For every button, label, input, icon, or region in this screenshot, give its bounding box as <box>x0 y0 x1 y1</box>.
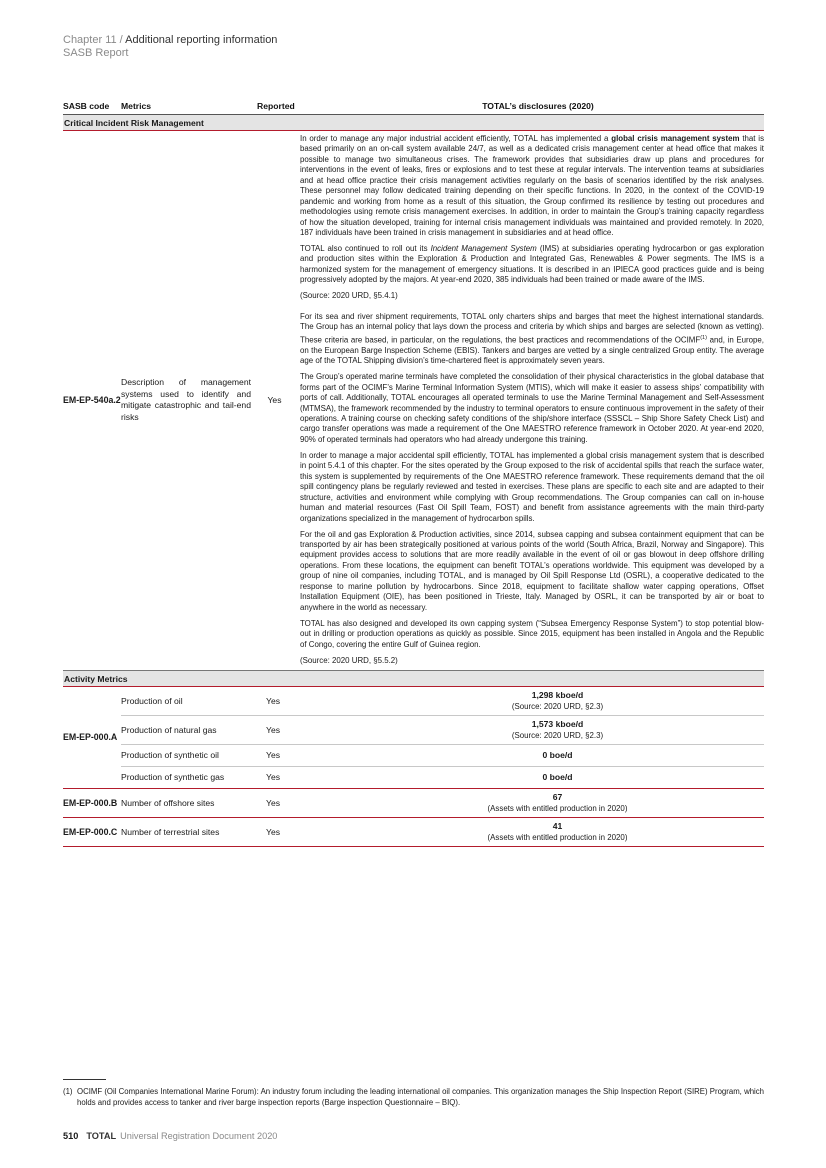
sasb-code: EM-EP-000.C <box>63 826 118 837</box>
sasb-code: EM-EP-540a.2 <box>63 395 121 406</box>
table-row <box>63 818 764 847</box>
footnote-ref: (1) <box>700 334 707 341</box>
metric-value: 41 <box>552 820 563 831</box>
metric-description: Description of management systems used to identify and mitigate catastrophic and tail-end risks <box>121 376 251 423</box>
header-code: SASB code <box>63 101 110 111</box>
disclosure-text <box>292 131 764 670</box>
metric-value: 67 <box>552 791 563 802</box>
paragraph: For its sea and river shipment requirements, TOTAL only charters ships and barges that meet the highest international standards. The Group has an internal policy that lays down the process and criteria by which ships and barges are selected (known as vetting). These criteria are based, in particular, on the regulations, the best practices and recommendations of the OCIMF$^{(1)}$ and, in Europe, on the European Barge Inspection Scheme (EBIS). Tankers and barges are vetted by a single centralized Group entity. The average age of the TOTAL Shipping division’s time-chartered fleet is approximately seven years. <box>300 311 765 366</box>
metric-source: (Source: 2020 URD, §2.3) <box>511 701 604 711</box>
metric-row <box>121 745 764 767</box>
section-subtitle: SASB Report <box>63 47 129 59</box>
metric-row <box>121 767 764 788</box>
metric-label: Production of natural gas <box>121 724 217 735</box>
brand-name: TOTAL <box>86 1131 117 1141</box>
table-row <box>63 789 764 818</box>
metric-row <box>121 818 764 846</box>
section-activity-metrics: Activity Metrics <box>63 671 764 687</box>
metric-row <box>121 687 764 716</box>
paragraph: In order to manage a major accidental spill efficiently, TOTAL has implemented a global crisis management system that is described in point 5.4.1 of this chapter. For the sites operated by the Group exposed to the risk of accidental spills that reach the surface water, this system is supplemented by requirements of the One MAESTRO reference framework. These requirements demand that the oil spill contingency plans be regularly reviewed and tested in exercises. These plans are specific to each site and are adapted to their structure, activities and environment while complying with Group recommendations. The Group companies can call on in-house human and material resources (Fast Oil Spill Team, FOST) and benefit from assistance agreements with the main third-party organizations specialized in the management of hydrocarbon spills. <box>300 450 764 523</box>
footnote-text: OCIMF (Oil Companies International Marine Forum): An industry forum including the leading international oil companies. This organization manages the Ship Inspection Report (SIRE) Program, which holds and provides access to tanker and river barge inspection reports (Barge inspection Questionnaire – BIQ). <box>77 1087 764 1107</box>
metric-value: 1,573 kboe/d <box>531 718 584 729</box>
table-row <box>63 131 764 671</box>
chapter-title: Additional reporting information <box>125 34 278 46</box>
metric-source: (Assets with entitled production in 2020) <box>487 832 628 842</box>
metric-value: 0 boe/d <box>542 749 573 760</box>
footnote <box>63 1087 764 1108</box>
footnote-divider <box>63 1079 106 1080</box>
metric-row <box>121 789 764 817</box>
reported-value: Yes <box>266 695 281 706</box>
page-number: 510 <box>63 1131 79 1141</box>
metric-label: Production of oil <box>121 695 183 706</box>
metric-label: Number of offshore sites <box>121 797 215 808</box>
paragraph: For the oil and gas Exploration & Production activities, since 2014, subsea capping and subsea containment equipment that can be transported by air has been strategically positioned at various points of the world (South Africa, Brazil, Norway and Singapore). This equipment provides access to solutions that are more readily available in the event of oil or gas blowout in deep offshore drilling operations. From these locations, the equipment can benefit TOTAL’s operations worldwide. This equipment was developed by a group of nine oil companies, including TOTAL, and is managed by Oil Spill Response Ltd (OSRL), a cooperative dedicated to the response to marine pollution by hydrocarbons. Since 2018, equipment to facilitate shallow water capping operations, Offset Installation Equipment (OIE), has been positioned in Trieste, Italy. Managed by OSRL, it can be transported by air or boat to anywhere in the world as necessary. <box>300 529 764 612</box>
source-note: (Source: 2020 URD, §5.4.1) <box>300 291 398 301</box>
table-row <box>63 687 764 789</box>
paragraph: TOTAL has also designed and developed its own capping system (“Subsea Emergency Response System”) to stop potential blow-out in drilling or production operations as quickly as possible. Since 2015, equipment has been installed in Angola and the Republic of Congo, covering the entire Gulf of Guinea region. <box>300 618 764 649</box>
header-metrics: Metrics <box>121 101 152 111</box>
metric-source: (Source: 2020 URD, §2.3) <box>511 730 604 740</box>
metric-label: Production of synthetic gas <box>121 772 225 783</box>
document-title: Universal Registration Document 2020 <box>120 1131 278 1141</box>
reported-value: Yes <box>266 797 281 808</box>
sasb-code: EM-EP-000.B <box>63 797 118 808</box>
sasb-table <box>63 100 764 847</box>
chapter-heading: Chapter 11 / Additional reporting information <box>63 34 278 46</box>
header-disclosures: TOTAL’s disclosures (2020) <box>482 101 594 111</box>
reported-value: Yes <box>267 395 282 406</box>
reported-value: Yes <box>266 750 281 761</box>
paragraph: In order to manage any major industrial accident efficiently, TOTAL has implemented a global crisis management system that is based primarily on an on-call system available 24/7, as well as a dedicated crisis management center at head office that makes it possible to manage two simultaneous crises. The framework provides that subsidiaries draw up plans and procedures for interventions in the event of leaks, fires or explosions and to test these at regular intervals. The intervention teams at subsidiaries and at head office practice their crisis management activities regularly on the basis of scenarios identified by the risk analyses. These personnel may follow dedicated training depending on their specific functions. In 2020, in the context of the COVID-19 pandemic and working from home as a result of this situation, the Group confirmed its resilience by testing out procedures and methodologies using remote crisis management exercises. In addition, in order to maintain the Group’s training capacity regardless of how the situation developed, training for internal crisis management individuals was maintained and provided remotely. In 2020, 187 individuals have been trained in crisis management in subsidiaries and at head office. <box>300 134 765 238</box>
metric-value: 0 boe/d <box>542 771 573 782</box>
metric-source: (Assets with entitled production in 2020) <box>487 803 628 813</box>
metric-row <box>121 716 764 745</box>
metric-value: 1,298 kboe/d <box>531 689 584 700</box>
header-reported: Reported <box>257 101 295 111</box>
metric-label: Number of terrestrial sites <box>121 826 220 837</box>
footnote-number: (1) <box>63 1087 73 1096</box>
paragraph: The Group’s operated marine terminals have completed the consolidation of their physical characteristics in the global database that forms part of the OCIMF’s Marine Terminal Information System (MTIS), which will make it easier to assess ships’ compatibility with ports of call. Additionally, TOTAL encourages all operated terminals to use the Marine Terminal Management and Self-Assessment (MTMSA), the framework recommended by the industry to terminal operators to ensure continuous improvement in the safety of their operations. A training course on checking safety conditions of the ship/shore interface (SSSCL – Ship Shore Safety Check List) and cargo transfer operations was made a requirement of the One MAESTRO reference framework in October 2020. At year-end 2020, 90% of operated terminals had operators who had already undergone this training. <box>300 372 764 444</box>
source-note: (Source: 2020 URD, §5.5.2) <box>300 655 398 665</box>
section-critical-incident: Critical Incident Risk Management <box>63 115 764 131</box>
reported-value: Yes <box>266 772 281 783</box>
table-header <box>63 100 764 115</box>
reported-value: Yes <box>266 826 281 837</box>
chapter-label: Chapter 11 <box>63 34 117 46</box>
metric-label: Production of synthetic oil <box>121 750 219 761</box>
page-header <box>63 34 277 60</box>
paragraph: TOTAL also continued to roll out its Incident Management System (IMS) at subsidiaries operating hydrocarbon or gas exploration and production sites within the Exploration & Production and Integrated Gas, Renewables & Power segments. The IMS is a harmonized system for the management of emergency situations. It is described in an IPIECA good practices guide and is being progressively adopted by the majors. At year-end 2020, 385 individuals had been trained or made aware of the IMS. <box>300 244 764 285</box>
sasb-code: EM-EP-000.A <box>63 732 118 743</box>
reported-value: Yes <box>266 724 281 735</box>
page-footer <box>63 1131 277 1141</box>
